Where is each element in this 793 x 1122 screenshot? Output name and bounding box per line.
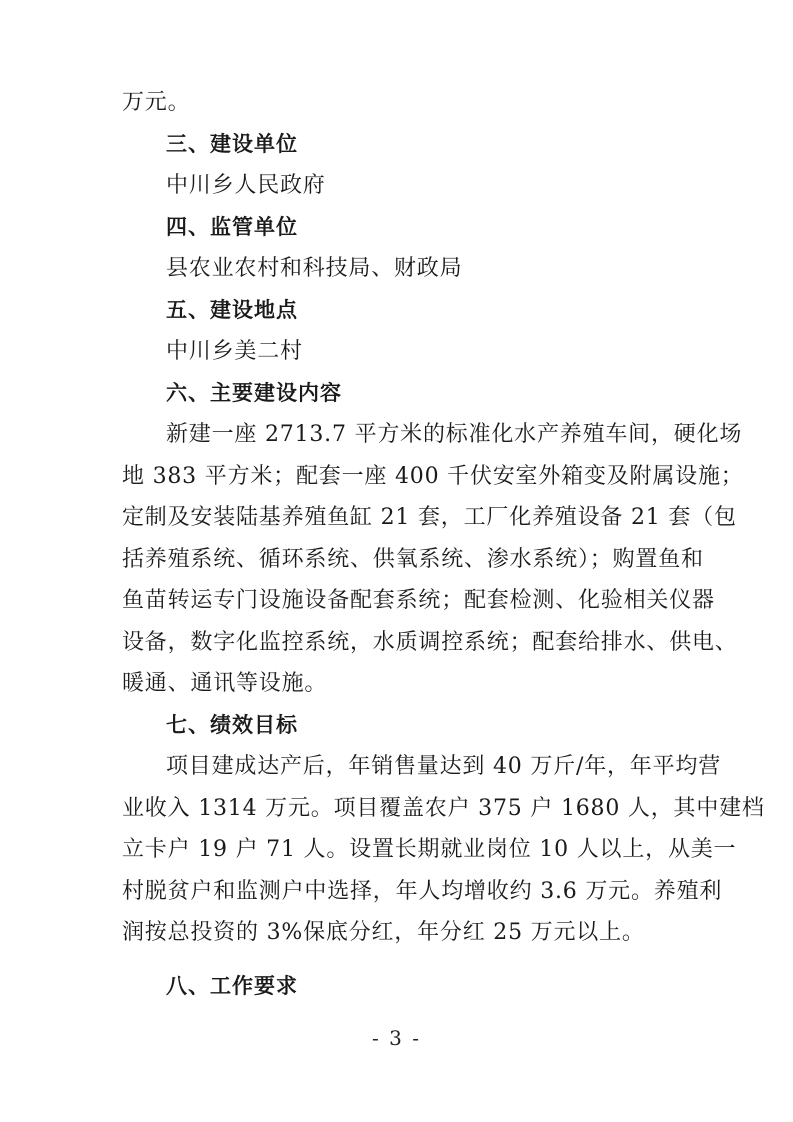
page-number: - 3 -: [372, 1026, 421, 1050]
section-8-heading: 八、工作要求: [166, 973, 298, 998]
paragraph-line: 设备，数字化监控系统，水质调控系统；配套给排水、供电、: [122, 629, 738, 655]
paragraph-line: 立卡户 19 户 71 人。设置长期就业岗位 10 人以上，从美一: [122, 837, 737, 862]
section-5-body: 中川乡美二村: [166, 339, 303, 364]
section-7-heading: 七、绩效目标: [166, 712, 298, 737]
paragraph-line: 新建一座 2713.7 平方米的标准化水产养殖车间，硬化场: [166, 422, 743, 447]
paragraph-line: 业收入 1314 万元。项目覆盖农户 375 户 1680 人，其中建档: [122, 795, 765, 821]
section-5-heading: 五、建设地点: [166, 297, 298, 322]
section-7-paragraph: [122, 746, 765, 954]
paragraph-line: 项目建成达产后，年销售量达到 40 万斤/年，年平均营: [166, 754, 721, 779]
section-4-heading: 四、监管单位: [166, 214, 298, 239]
paragraph-line: 暖通、通讯等设施。: [122, 671, 328, 696]
paragraph-gap: [122, 954, 682, 966]
paragraph-line: 润按总投资的 3%保底分红，年分红 25 万元以上。: [122, 920, 645, 945]
section-6-heading: 六、主要建设内容: [166, 380, 342, 405]
section-6-paragraph: [122, 414, 744, 705]
continuation-text: 万元。: [122, 90, 191, 115]
section-3-body: 中川乡人民政府: [166, 173, 326, 198]
paragraph-line: 鱼苗转运专门设施设备配套系统；配套检测、化验相关仪器: [122, 588, 715, 613]
paragraph-line: 村脱贫户和监测户中选择，年人均增收约 3.6 万元。养殖利: [122, 878, 723, 904]
section-4-body: 县农业农村和科技局、财政局: [166, 256, 463, 281]
document-body: [122, 82, 765, 1007]
section-3-heading: 三、建设单位: [166, 131, 298, 156]
paragraph-line: 地 383 平方米；配套一座 400 千伏安室外箱变及附属设施；: [122, 463, 744, 489]
paragraph-line: 定制及安装陆基养殖鱼缸 21 套，工厂化养殖设备 21 套（包: [122, 505, 737, 530]
paragraph-line: 括养殖系统、循环系统、供氧系统、渗水系统）；购置鱼和: [122, 546, 704, 572]
